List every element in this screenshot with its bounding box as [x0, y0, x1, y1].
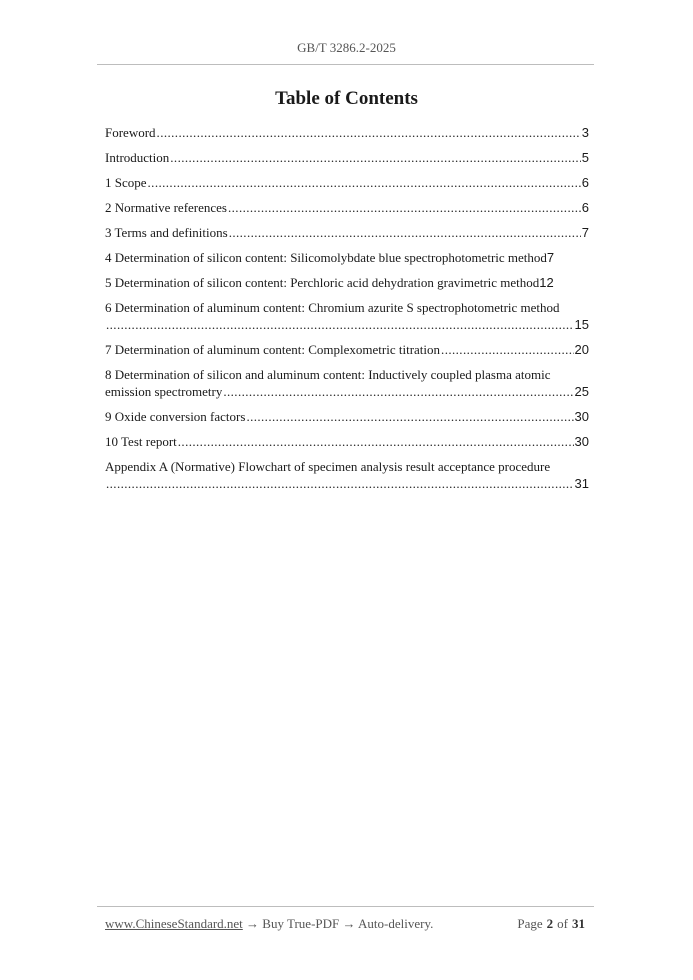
- toc-entry-appendix-a[interactable]: [105, 458, 589, 492]
- toc-entry-label: 10 Test report: [105, 434, 177, 449]
- page-indicator: [517, 916, 589, 932]
- toc-entry-page: 31: [574, 476, 589, 491]
- toc-entry-normative-references[interactable]: [105, 199, 589, 216]
- table-of-contents: [105, 124, 589, 500]
- dot-leader: [106, 475, 574, 492]
- toc-entry-page: 7: [546, 250, 555, 265]
- dot-leader: [178, 433, 574, 450]
- toc-entry-aluminum-chromium-azurite[interactable]: [105, 299, 589, 333]
- toc-entry-label: 3 Terms and definitions: [105, 225, 228, 240]
- dot-leader: [157, 124, 581, 141]
- toc-entry-label: 2 Normative references: [105, 200, 227, 215]
- toc-entry-label: 4 Determination of silicon content: Silicomolybdate blue spectrophotometric method: [105, 250, 547, 265]
- toc-entry-label: Appendix A (Normative) Flowchart of specimen analysis result acceptance procedure: [105, 459, 551, 474]
- page-footer: [105, 916, 589, 932]
- toc-entry-page: 25: [574, 384, 589, 399]
- toc-entry-aluminum-complexometric[interactable]: [105, 341, 589, 358]
- toc-entry-page: 15: [574, 317, 589, 332]
- toc-entry-page: 6: [581, 175, 589, 190]
- toc-entry-page: 3: [581, 125, 589, 140]
- toc-entry-label: Introduction: [105, 150, 170, 165]
- toc-entry-oxide-conversion[interactable]: [105, 408, 589, 425]
- toc-entry-label-continued: emission spectrometry: [105, 384, 223, 399]
- toc-entry-label: 9 Oxide conversion factors: [105, 409, 246, 424]
- dot-leader: [223, 383, 573, 400]
- toc-entry-page: 30: [574, 434, 589, 449]
- toc-entry-label: 5 Determination of silicon content: Perchloric acid dehydration gravimetric method: [105, 275, 540, 290]
- footer-divider: [97, 906, 594, 907]
- total-page-count: 31: [572, 916, 585, 931]
- toc-entry-foreword[interactable]: [105, 124, 589, 141]
- toc-entry-scope[interactable]: [105, 174, 589, 191]
- footer-tagline: → Buy True-PDF → Auto-delivery.: [242, 916, 434, 931]
- toc-entry-label: Foreword: [105, 125, 156, 140]
- toc-entry-page: 6: [581, 200, 589, 215]
- toc-entry-silicon-silicomolybdate[interactable]: [105, 249, 589, 266]
- footer-promo: [105, 916, 433, 932]
- page-label: Page: [517, 916, 543, 931]
- toc-title: Table of Contents: [275, 88, 418, 109]
- toc-entry-page: 7: [581, 225, 589, 240]
- toc-entry-page: 5: [581, 150, 589, 165]
- toc-entry-label: 1 Scope: [105, 175, 147, 190]
- toc-entry-page: 20: [574, 342, 589, 357]
- toc-entry-page: 30: [574, 409, 589, 424]
- toc-entry-introduction[interactable]: [105, 149, 589, 166]
- document-header: GB/T 3286.2-2025: [297, 40, 396, 55]
- toc-entry-label: 7 Determination of aluminum content: Complexometric titration: [105, 342, 441, 357]
- toc-entry-icp-emission[interactable]: [105, 366, 589, 400]
- toc-entry-test-report[interactable]: [105, 433, 589, 450]
- dot-leader: [229, 224, 581, 241]
- current-page-number: 2: [546, 916, 554, 931]
- header-divider: [97, 64, 594, 65]
- toc-entry-page: 12: [539, 275, 554, 290]
- toc-entry-label: 8 Determination of silicon and aluminum content: Inductively coupled plasma atomic: [105, 367, 551, 382]
- site-link[interactable]: www.ChineseStandard.net: [105, 916, 243, 931]
- toc-entry-silicon-perchloric[interactable]: [105, 274, 589, 291]
- of-label: of: [557, 916, 568, 931]
- toc-entry-terms-and-definitions[interactable]: [105, 224, 589, 241]
- dot-leader: [246, 408, 573, 425]
- dot-leader: [441, 341, 573, 358]
- dot-leader: [170, 149, 581, 166]
- dot-leader: [228, 199, 581, 216]
- toc-entry-label: 6 Determination of aluminum content: Chromium azurite S spectrophotometric method: [105, 300, 560, 315]
- dot-leader: [148, 174, 581, 191]
- dot-leader: [106, 316, 574, 333]
